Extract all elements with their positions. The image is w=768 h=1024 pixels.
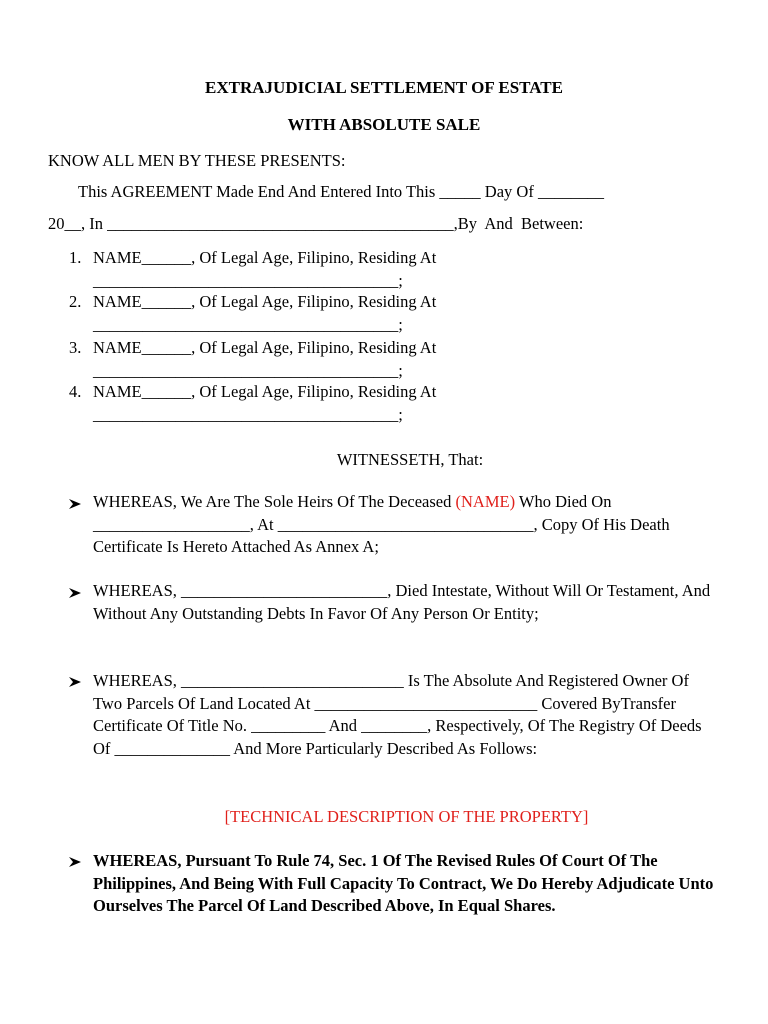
party-number: 1.	[69, 248, 82, 267]
whereas-owner-paragraph: WHEREAS, ___________________________ Is The Absolute And Registered Owner Of Two Parcels Of Land Located At ___________________________ Covered ByTransfer Certificate Of Title No. _________ And ________, Respectively, Of The Registry Of Deeds Of ______________ And More Particularly Described As Follows:	[93, 671, 702, 758]
arrow-bullet-icon	[68, 498, 82, 510]
party-line: NAME______, Of Legal Age, Filipino, Residing At	[93, 248, 437, 267]
technical-description-placeholder: [TECHNICAL DESCRIPTION OF THE PROPERTY]	[224, 807, 589, 826]
party-address-blank: _____________________________________;	[93, 405, 403, 424]
whereas-heirs-text-cont: Who Died On ___________________, At _______________________________, Copy Of His Death Certificate Is Hereto Attached As Annex A;	[93, 492, 670, 556]
agreement-line-2: 20__, In __________________________________________,By And Between:	[48, 214, 584, 233]
agreement-line-1: This AGREEMENT Made End And Entered Into This _____ Day Of ________	[78, 182, 604, 201]
party-number: 2.	[69, 292, 82, 311]
arrow-bullet-icon	[68, 676, 82, 688]
whereas-intestate-paragraph: WHEREAS, _________________________, Died Intestate, Without Will Or Testament, And Without Any Outstanding Debts In Favor Of Any Person Or Entity;	[93, 581, 711, 623]
arrow-bullet-icon	[68, 587, 82, 599]
party-address-blank: _____________________________________;	[93, 361, 403, 380]
party-line: NAME______, Of Legal Age, Filipino, Residing At	[93, 338, 437, 357]
party-number: 3.	[69, 338, 82, 357]
deceased-name-placeholder: (NAME)	[455, 492, 516, 511]
whereas-heirs-paragraph	[93, 491, 718, 559]
document-title: EXTRAJUDICIAL SETTLEMENT OF ESTATE	[205, 78, 563, 97]
document-subtitle: WITH ABSOLUTE SALE	[287, 115, 481, 134]
party-address-blank: _____________________________________;	[93, 271, 403, 290]
party-line: NAME______, Of Legal Age, Filipino, Residing At	[93, 382, 437, 401]
know-all-men-heading: KNOW ALL MEN BY THESE PRESENTS:	[48, 151, 346, 170]
party-address-blank: _____________________________________;	[93, 315, 403, 334]
party-line: NAME______, Of Legal Age, Filipino, Residing At	[93, 292, 437, 311]
whereas-adjudicate-paragraph: WHEREAS, Pursuant To Rule 74, Sec. 1 Of The Revised Rules Of Court Of The Philippines, And Being With Full Capacity To Contract, We Do Hereby Adjudicate Unto Ourselves The Parcel Of Land Described Above, In Equal Shares.	[93, 851, 714, 915]
whereas-heirs-text: WHEREAS, We Are The Sole Heirs Of The Deceased	[93, 492, 456, 511]
witnesseth-heading: WITNESSETH, That:	[336, 450, 484, 469]
party-number: 4.	[69, 382, 82, 401]
arrow-bullet-icon	[68, 856, 82, 868]
